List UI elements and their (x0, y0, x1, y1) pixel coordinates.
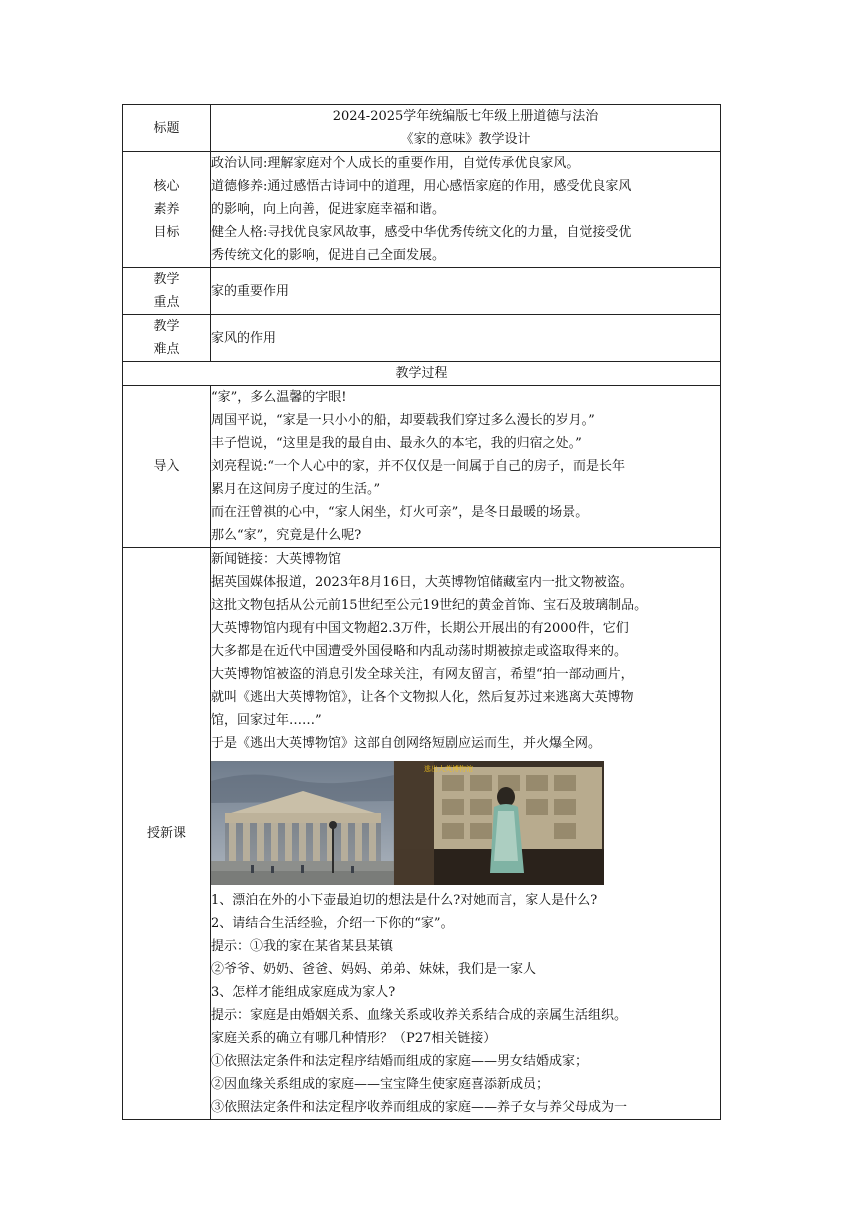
literacy-label (123, 152, 211, 268)
new-lesson-label: 授新课 (123, 548, 211, 1120)
difficulty-label (123, 315, 211, 362)
question-line: 家庭关系的确立有哪几种情形？（P27相关链接） (211, 1031, 497, 1046)
news-line: 于是《逃出大英博物馆》这部自创网络短剧应运而生，并火爆全网。 (211, 736, 602, 751)
difficulty-row (123, 315, 721, 362)
question-line: 提示：家庭是由婚姻关系、血缘关系或收养关系结合成的亲属生活组织。 (211, 1008, 628, 1023)
literacy-content (211, 152, 721, 268)
difficulty-label-line: 教学 (153, 319, 180, 334)
intro-content (211, 386, 721, 548)
question-line: 3、怎样才能组成家庭成为家人? (211, 985, 396, 1000)
news-line: 大英博物馆被盗的消息引发全球关注，有网友留言，希望“拍一部动画片， (211, 667, 634, 682)
news-line: 大英博物馆内现有中国文物超2.3万件，长期公开展出的有2000件，它们 (211, 621, 629, 636)
question-line: 1、漂泊在外的小下壶最迫切的想法是什么?对她而言，家人是什么? (211, 893, 598, 908)
literacy-label-line: 目标 (153, 225, 180, 240)
intro-line: 刘亮程说:“一个人心中的家，并不仅仅是一间属于自己的房子，而是长年 (211, 459, 626, 474)
key-point-label (123, 268, 211, 315)
difficulty-content: 家风的作用 (211, 315, 721, 362)
process-heading: 教学过程 (123, 362, 721, 386)
literacy-line: 道德修养:通过感悟古诗词中的道理，用心感悟家庭的作用，感受优良家风 (211, 179, 632, 194)
intro-label: 导入 (123, 386, 211, 548)
intro-line: 那么“家”，究竟是什么呢? (211, 528, 362, 543)
intro-line: 累月在这间房子度过的生活。” (211, 482, 381, 497)
key-point-label-line: 教学 (153, 272, 180, 287)
new-lesson-row (123, 548, 721, 1120)
key-point-content: 家的重要作用 (211, 268, 721, 315)
intro-row (123, 386, 721, 548)
title-row (123, 105, 721, 152)
question-line: ③依照法定条件和法定程序收养而组成的家庭——养子女与养父母成为一 (211, 1100, 628, 1115)
news-line: 馆，回家过年……” (211, 713, 322, 728)
key-point-row (123, 268, 721, 315)
title-line-1: 2024-2025学年统编版七年级上册道德与法治 (332, 109, 599, 124)
question-line: ①依照法定条件和法定程序结婚而组成的家庭——男女结婚成家； (211, 1054, 589, 1069)
new-lesson-content (211, 548, 721, 1120)
british-museum-photo (211, 761, 394, 885)
literacy-line: 的影响，向上向善，促进家庭幸福和谐。 (211, 202, 446, 217)
literacy-label-line: 素养 (153, 202, 180, 217)
literacy-line: 健全人格:寻找优良家风故事，感受中华优秀传统文化的力量，自觉接受优 (211, 225, 632, 240)
question-line: 2、请结合生活经验，介绍一下你的“家”。 (211, 916, 454, 931)
intro-line: “家”，多么温馨的字眼! (211, 390, 347, 405)
literacy-label-line: 核心 (153, 179, 180, 194)
title-line-2: 《家的意味》教学设计 (400, 132, 531, 147)
news-line: 大多都是在近代中国遭受外国侵略和内乱动荡时期被掠走或盗取得来的。 (211, 644, 628, 659)
difficulty-label-line: 难点 (153, 342, 180, 357)
intro-line: 丰子恺说，“这里是我的最自由、最永久的本宅，我的归宿之处。” (211, 436, 582, 451)
question-line: ②爷爷、奶奶、爸爸、妈妈、弟弟、妹妹，我们是一家人 (211, 962, 537, 977)
news-line: 新闻链接：大英博物馆 (211, 552, 342, 567)
literacy-line: 政治认同:理解家庭对个人成长的重要作用，自觉传承优良家风。 (211, 156, 580, 171)
news-line: 据英国媒体报道，2023年8月16日，大英博物馆储藏室内一批文物被盗。 (211, 575, 633, 590)
title-content (211, 105, 721, 152)
literacy-row (123, 152, 721, 268)
question-line: ②因血缘关系组成的家庭——宝宝降生使家庭喜添新成员； (211, 1077, 550, 1092)
literacy-line: 秀传统文化的影响，促进自己全面发展。 (211, 248, 446, 263)
photo-strip (211, 761, 720, 885)
key-point-label-line: 重点 (153, 295, 180, 310)
question-line: 提示：①我的家在某省某县某镇 (211, 939, 394, 954)
lesson-plan-table (122, 104, 721, 1120)
process-heading-row (123, 362, 721, 386)
news-line: 就叫《逃出大英博物馆》，让各个文物拟人化，然后复苏过来逃离大英博物 (211, 690, 634, 705)
museum-drama-still (394, 761, 604, 885)
intro-line: 周国平说，“家是一只小小的船，却要载我们穿过多么漫长的岁月。” (211, 413, 595, 428)
title-label: 标题 (123, 105, 211, 152)
drama-title-overlay: 逃出大英博物馆 (424, 765, 473, 773)
news-line: 这批文物包括从公元前15世纪至公元19世纪的黄金首饰、宝石及玻璃制品。 (211, 598, 648, 613)
intro-line: 而在汪曾祺的心中，“家人闲坐，灯火可亲”，是冬日最暖的场景。 (211, 505, 589, 520)
